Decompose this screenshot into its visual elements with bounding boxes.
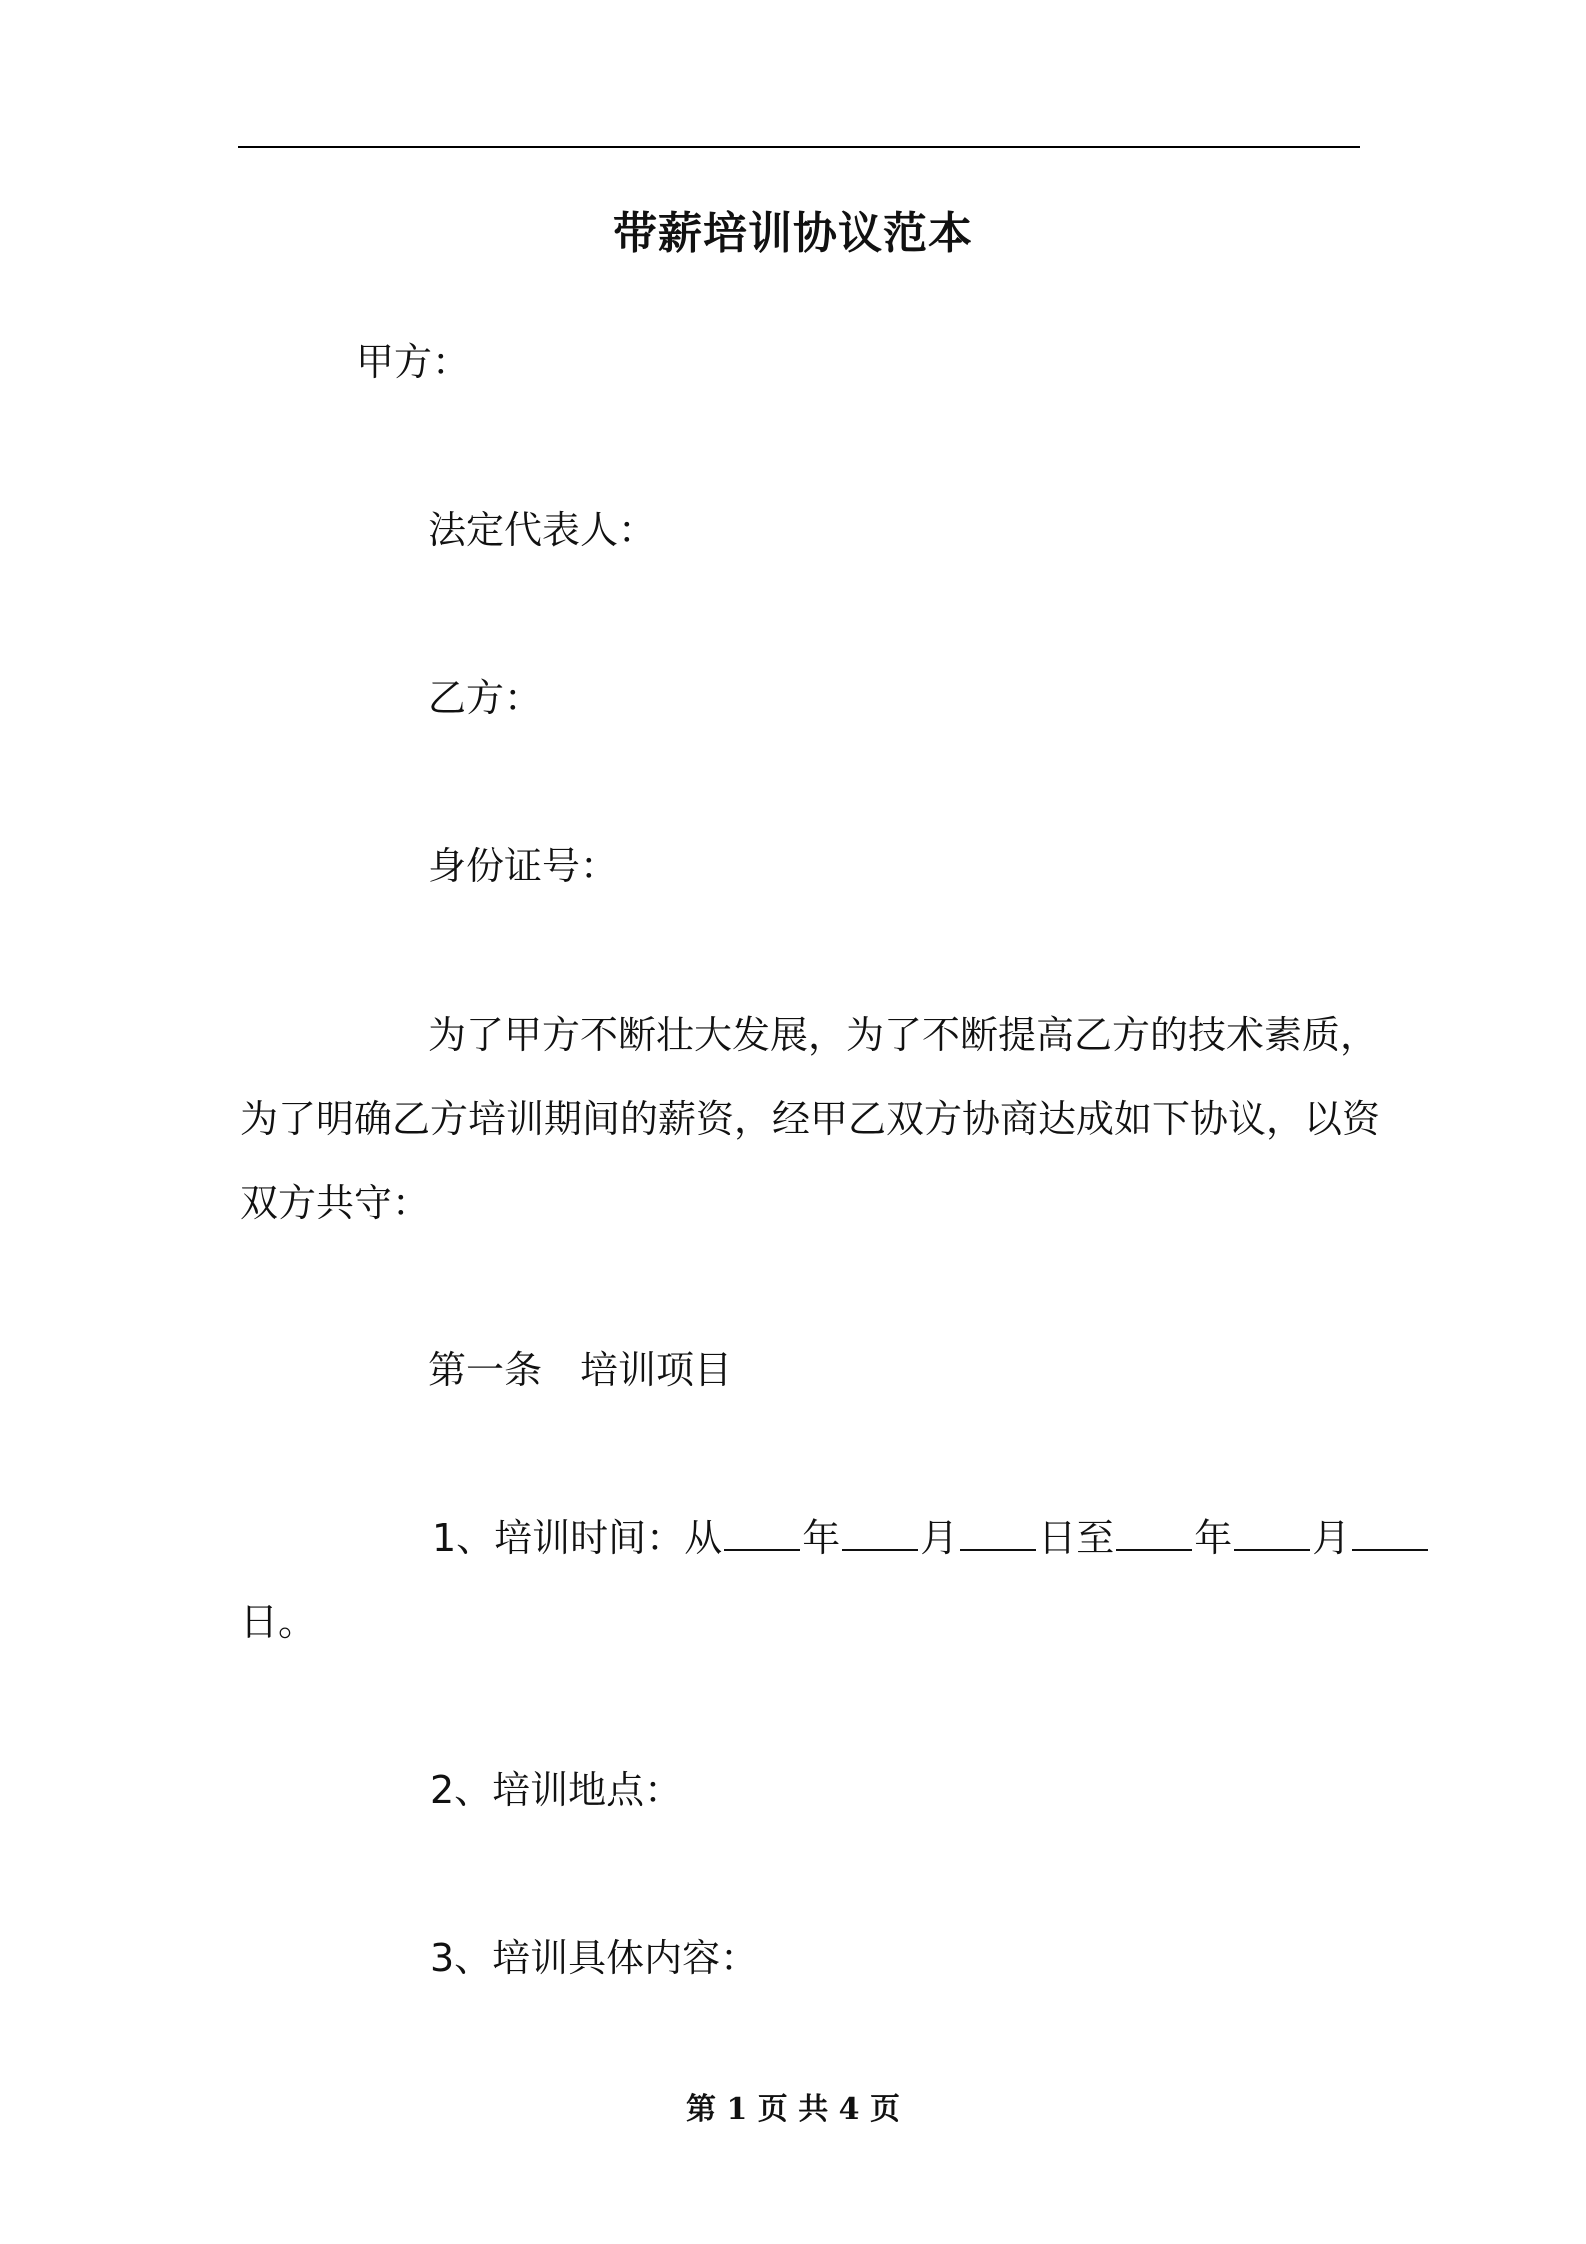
start-year-blank [724, 1509, 800, 1551]
intro-line-1: 为了甲方不断壮大发展，为了不断提高乙方的技术素质， [428, 1013, 1379, 1057]
training-time-item [240, 1496, 1362, 1664]
start-month-label: 月 [920, 1516, 959, 1560]
end-month-blank [1234, 1509, 1310, 1551]
page-number-footer: 第 1 页 共 4 页 [686, 2092, 900, 2127]
end-day-blank [1352, 1509, 1428, 1551]
start-day-to-label: 日至 [1038, 1516, 1115, 1560]
training-location-label: 2、培训地点： [430, 1768, 683, 1812]
end-year-label: 年 [1194, 1516, 1233, 1560]
document-title: 带薪培训协议范本 [613, 208, 973, 259]
party-a-label: 甲方： [356, 340, 471, 384]
intro-paragraph [240, 993, 1381, 1245]
legal-representative-label: 法定代表人： [428, 508, 657, 552]
training-time-line [240, 1496, 1362, 1580]
header-rule [238, 146, 1360, 148]
intro-line-3: 双方共守： [240, 1181, 431, 1225]
end-month-label: 月 [1312, 1516, 1351, 1560]
training-time-end: 日。 [240, 1600, 317, 1644]
article-1-heading: 第一条 培训项目 [428, 1348, 733, 1392]
end-year-blank [1116, 1509, 1192, 1551]
id-number-label: 身份证号： [428, 844, 619, 888]
training-content-label: 3、培训具体内容： [430, 1936, 759, 1980]
intro-line-2: 为了明确乙方培训期间的薪资，经甲乙双方协商达成如下协议，以资 [240, 1097, 1381, 1141]
party-b-label: 乙方： [428, 676, 543, 720]
training-time-prefix: 1、培训时间：从 [432, 1516, 723, 1560]
start-month-blank [842, 1509, 918, 1551]
start-year-label: 年 [802, 1516, 841, 1560]
start-day-blank [960, 1509, 1036, 1551]
